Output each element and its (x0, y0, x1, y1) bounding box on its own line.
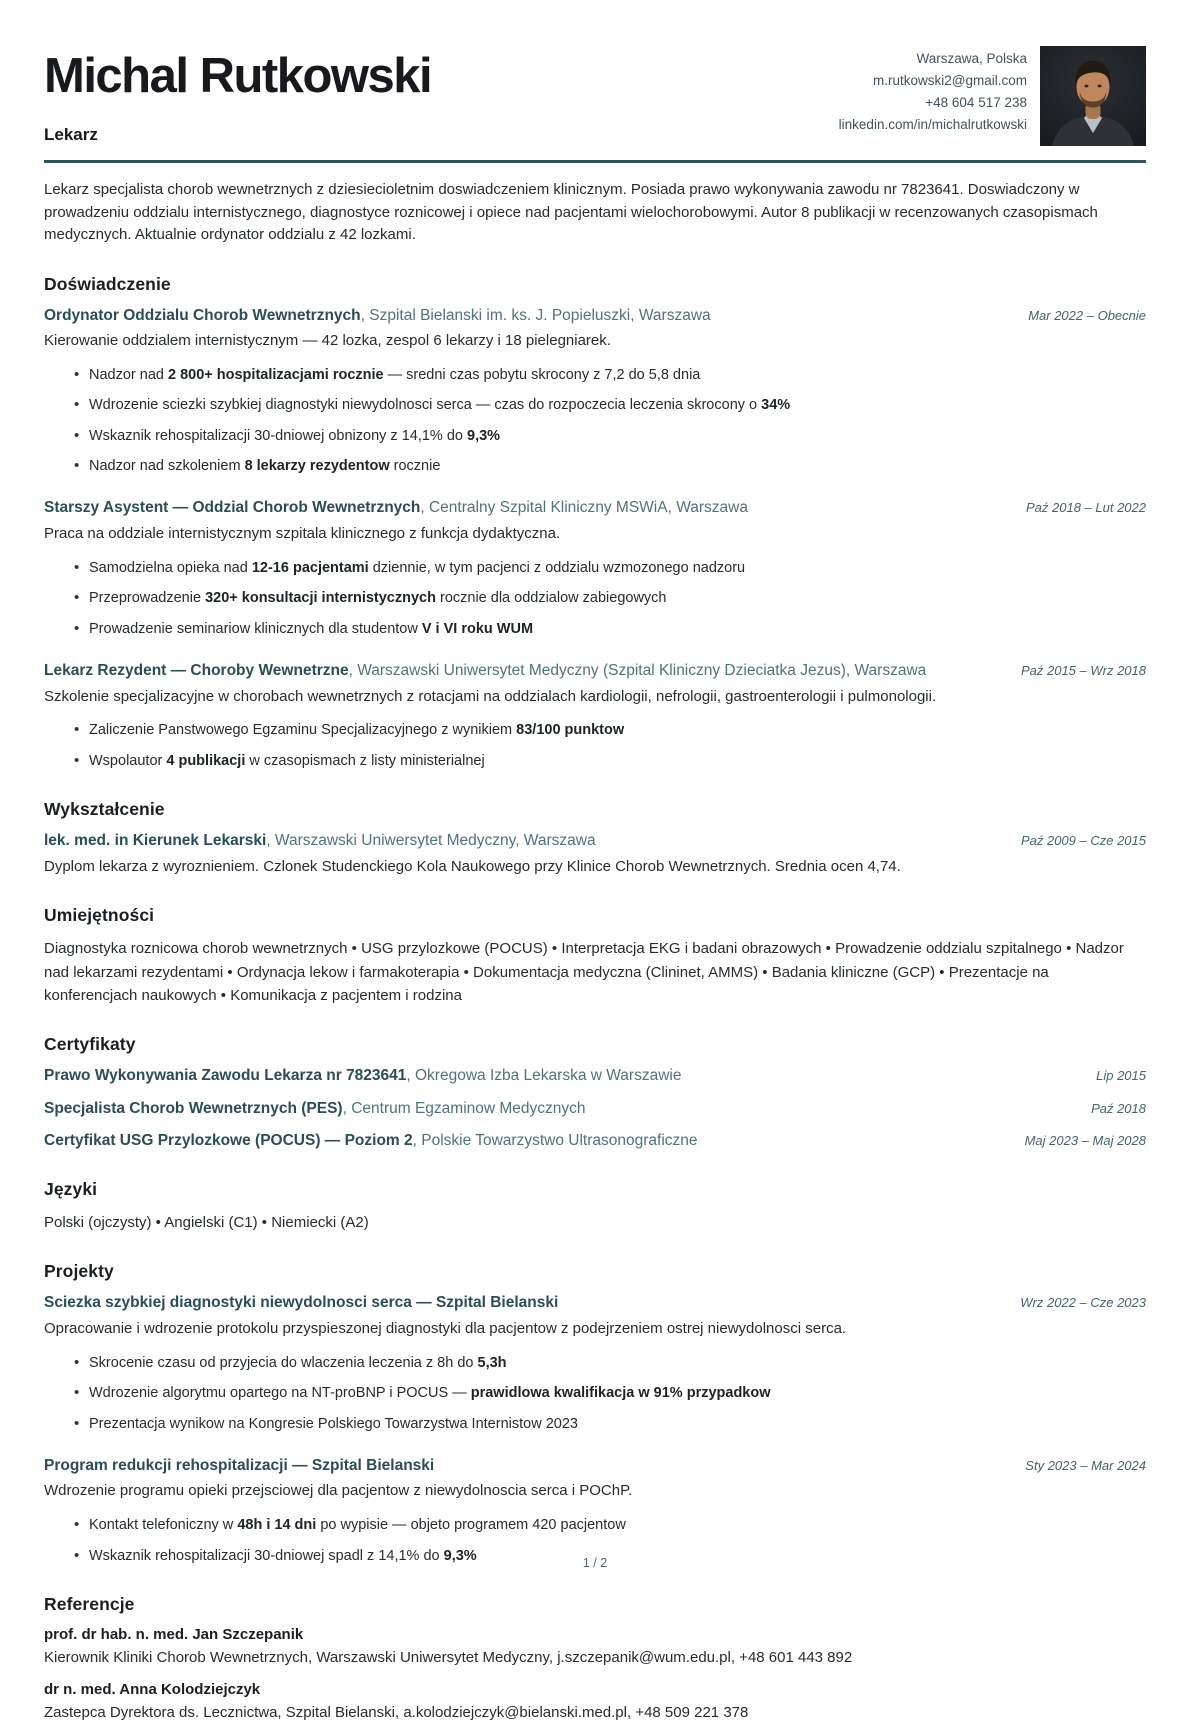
experience-entry (44, 498, 1146, 639)
bullet-strong: 9,3% (443, 1547, 477, 1564)
certificate-row (44, 1066, 1146, 1087)
profile-photo (1040, 46, 1146, 146)
page-number: 1 / 2 (582, 1556, 608, 1570)
header-identity (44, 38, 431, 145)
bullet-strong: 9,3% (467, 427, 501, 444)
certificate-row (44, 1131, 1146, 1152)
entry-head (44, 661, 1146, 682)
entry-title (44, 1293, 558, 1314)
entry-title-main: Program redukcji rehospitalizacji — Szpital Bielanski (44, 1456, 435, 1474)
entry-description: Dyplom lekarza z wyroznieniem. Czlonek Studenckiego Kola Naukowego przy Klinice Chorob Wewnetrznych. Srednia ocen 4,74. (44, 857, 901, 875)
entry-date: Paź 2009 – Cze 2015 (1020, 832, 1146, 848)
entry-date: Maj 2023 – Maj 2028 (1024, 1132, 1146, 1148)
bullet-text: Wskaznik rehospitalizacji 30-dniowej obnizony z 14,1% do (89, 427, 467, 444)
entry-description: Wdrozenie programu opieki przejsciowej dla pacjentow z niewydolnoscia serca i POChP. (44, 1482, 633, 1500)
entry-date: Paź 2015 – Wrz 2018 (1020, 662, 1146, 678)
languages-list: Polski (ojczysty) • Angielski (C1) • Niemiecki (A2) (44, 1213, 369, 1231)
bullet-item (74, 395, 1146, 416)
skills-list: Diagnostyka roznicowa chorob wewnetrznych • USG przylozkowe (POCUS) • Interpretacja EKG i badani obrazowych • Prowadzenie oddzialu szpitalnego • Nadzor nad lekarzami rezydentami • Ordynacja lekow i farmakoterapia • Dokumentacja medyczna (Clininet, AMMS) • Badania kliniczne (GCP) • Prezentacje na konferencjach naukowych • Komunikacja z pacjentem i rodzina (44, 940, 1124, 1004)
bullet-strong: 2 800+ hospitalizacjami rocznie (168, 366, 384, 383)
contact-location: Warszawa, Polska (916, 51, 1027, 66)
bullet-strong: 8 lekarzy rezydentow (244, 458, 390, 475)
bullet-list (44, 1353, 1146, 1435)
entry-org: , Okregowa Izba Lekarska w Warszawie (406, 1067, 682, 1085)
project-entry (44, 1456, 1146, 1567)
bullet-text: Prowadzenie seminariow klinicznych dla studentow (89, 620, 422, 637)
bullet-item (74, 619, 1146, 640)
bullet-item (74, 1414, 1146, 1435)
person-name: Michal Rutkowski (44, 49, 432, 103)
entry-title-main: Specjalista Chorob Wewnetrznych (PES) (44, 1099, 343, 1117)
bullet-text: rocznie dla oddzialow zabiegowych (435, 590, 667, 607)
section-heading-experience: Doświadczenie (44, 273, 171, 294)
bullet-text: Wdrozenie algorytmu opartego na NT-proBNP i POCUS — (89, 1385, 471, 1402)
bullet-text: Nadzor nad (89, 366, 168, 383)
header-divider (44, 160, 1146, 163)
entry-date: Sty 2023 – Mar 2024 (1025, 1457, 1146, 1473)
entry-title (44, 1099, 586, 1120)
bullet-strong: 5,3h (477, 1354, 507, 1371)
section-heading-references: Referencje (44, 1593, 135, 1614)
entry-head (44, 306, 1146, 327)
bullet-text: Wdrozenie sciezki szybkiej diagnostyki niewydolnosci serca — czas do rozpoczecia leczenia skrocony o (89, 397, 762, 414)
bullet-item (74, 1383, 1146, 1404)
entry-title (44, 1066, 681, 1087)
certificate-row (44, 1099, 1146, 1120)
bullet-strong: 12-16 pacjentami (251, 559, 369, 576)
bullet-item (74, 1353, 1146, 1374)
bullet-strong: 4 publikacji (166, 752, 246, 769)
bullet-strong: 48h i 14 dni (237, 1516, 317, 1533)
reference-entry (44, 1626, 1146, 1669)
entry-title-main: Sciezka szybkiej diagnostyki niewydolnosci serca — Szpital Bielanski (44, 1294, 559, 1312)
bullet-item (74, 588, 1146, 609)
entry-head (44, 1293, 1146, 1314)
entry-date: Paź 2018 – Lut 2022 (1026, 500, 1146, 516)
bullet-item (74, 365, 1146, 386)
bullet-text: Skrocenie czasu od przyjecia do wlaczenia leczenia z 8h do (89, 1354, 478, 1371)
summary-paragraph: Lekarz specjalista chorob wewnetrznych z dziesiecioletnim doswiadczeniem klinicznym. Posiada prawo wykonywania zawodu nr 7823641. Doswiadczony w prowadzeniu oddzialu internistycznego, diagnostyce roznicowej i opiece nad pacjentami wielochorobowymi. Autor 8 publikacji w recenzowanych czasopismach medycznych. Aktualnie ordynator oddzialu z 42 lozkami. (44, 181, 1098, 243)
bullet-text: rocznie (389, 458, 441, 475)
contact-email-link[interactable]: m.rutkowski2@gmail.com (873, 72, 1027, 88)
bullet-text: Zaliczenie Panstwowego Egzaminu Specjalizacyjnego z wynikiem (89, 722, 517, 739)
bullet-list (44, 558, 1146, 640)
entry-head (44, 1456, 1146, 1477)
entry-org: , Warszawski Uniwersytet Medyczny, Warszawa (266, 831, 596, 849)
project-entry (44, 1293, 1146, 1434)
entry-head (44, 498, 1146, 519)
entry-date: Mar 2022 – Obecnie (1028, 307, 1146, 323)
entry-title-main: lek. med. in Kierunek Lekarski (44, 831, 267, 849)
entry-title-main: Prawo Wykonywania Zawodu Lekarza nr 7823641 (44, 1067, 407, 1085)
header (44, 38, 1146, 146)
bullet-text: Wskaznik rehospitalizacji 30-dniowej spadl z 14,1% do (89, 1547, 444, 1564)
entry-title-main: Certyfikat USG Przylozkowe (POCUS) — Poziom 2 (44, 1131, 413, 1149)
bullet-text: Kontakt telefoniczny w (89, 1516, 238, 1533)
bullet-strong: V i VI roku WUM (421, 620, 534, 637)
experience-entry (44, 661, 1146, 772)
entry-head (44, 831, 1146, 852)
bullet-item (74, 426, 1146, 447)
entry-title (44, 661, 926, 682)
section-heading-skills: Umiejętności (44, 905, 155, 926)
entry-title-main: Starszy Asystent — Oddzial Chorob Wewnetrznych (44, 499, 421, 517)
entry-title (44, 498, 748, 519)
entry-description: Praca na oddziale internistycznym szpitala klinicznego z funkcja dydaktyczna. (44, 525, 561, 543)
entry-org: , Centrum Egzaminow Medycznych (342, 1099, 586, 1117)
bullet-item (74, 751, 1146, 772)
reference-detail: Zastepca Dyrektora ds. Lecznictwa, Szpital Bielanski, a.kolodziejczyk@bielanski.med.pl, +48 509 221 378 (44, 1704, 749, 1722)
entry-org: , Warszawski Uniwersytet Medyczny (Szpital Kliniczny Dzieciatka Jezus), Warszawa (348, 661, 927, 679)
bullet-strong: 83/100 punktow (516, 722, 625, 739)
bullet-list (44, 720, 1146, 772)
reference-detail: Kierownik Kliniki Chorob Wewnetrznych, Warszawski Uniwersytet Medyczny, j.szczepanik@wum.edu.pl, +48 601 443 892 (44, 1648, 853, 1666)
entry-title-main: Lekarz Rezydent — Choroby Wewnetrzne (44, 661, 349, 679)
reference-name: dr n. med. Anna Kolodziejczyk (44, 1681, 261, 1699)
bullet-text: Wspolautor (89, 752, 167, 769)
section-heading-education: Wykształcenie (44, 798, 165, 819)
person-role: Lekarz (44, 125, 98, 144)
entry-title (44, 1456, 434, 1477)
bullet-text: Nadzor nad szkoleniem (89, 458, 245, 475)
contact-linkedin-link[interactable]: linkedin.com/in/michalrutkowski (838, 116, 1027, 132)
contact-info (839, 46, 1027, 135)
bullet-text: Prezentacja wynikow na Kongresie Polskiego Towarzystwa Internistow 2023 (89, 1415, 578, 1432)
bullet-list (44, 365, 1146, 478)
bullet-item (74, 558, 1146, 579)
bullet-strong: 34% (761, 397, 791, 414)
section-heading-projects: Projekty (44, 1261, 114, 1282)
entry-date: Paź 2018 (1091, 1100, 1146, 1116)
bullet-item (74, 1515, 1146, 1536)
entry-date: Wrz 2022 – Cze 2023 (1020, 1295, 1146, 1311)
bullet-text: dziennie, w tym pacjenci z oddzialu wzmozonego nadzoru (368, 559, 746, 576)
entry-org: , Szpital Bielanski im. ks. J. Popieluszki, Warszawa (360, 306, 711, 324)
entry-org: , Polskie Towarzystwo Ultrasonograficzne (412, 1131, 698, 1149)
bullet-text: Przeprowadzenie (89, 590, 206, 607)
header-contact-block (839, 46, 1146, 146)
entry-description: Opracowanie i wdrozenie protokolu przyspieszonej diagnostyki dla pacjentow z podejrzeniem ostrej niewydolnosci serca. (44, 1320, 847, 1338)
reference-entry (44, 1681, 1146, 1724)
bullet-item (74, 720, 1146, 741)
entry-date: Lip 2015 (1096, 1068, 1146, 1084)
entry-title (44, 831, 596, 852)
bullet-item (74, 456, 1146, 477)
entry-description: Szkolenie specjalizacyjne w chorobach wewnetrznych z rotacjami na oddzialach kardiologii, nefrologii, gastroenterologii i pulmonologii. (44, 687, 937, 705)
section-heading-certificates: Certyfikaty (44, 1034, 136, 1055)
experience-entry (44, 306, 1146, 478)
section-heading-languages: Języki (44, 1178, 98, 1199)
entry-title (44, 306, 711, 327)
bullet-text: w czasopismach z listy ministerialnej (245, 752, 485, 769)
bullet-text: — sredni czas pobytu skrocony z 7,2 do 5,8 dnia (383, 366, 701, 383)
reference-name: prof. dr hab. n. med. Jan Szczepanik (44, 1625, 304, 1643)
bullet-strong: prawidlowa kwalifikacja w 91% przypadkow (470, 1385, 771, 1402)
entry-title-main: Ordynator Oddzialu Chorob Wewnetrznych (44, 306, 361, 324)
entry-title (44, 1131, 698, 1152)
entry-org: , Centralny Szpital Kliniczny MSWiA, Warszawa (420, 499, 748, 517)
entry-description: Kierowanie oddzialem internistycznym — 42 lozka, zespol 6 lekarzy i 18 pielegniarek. (44, 332, 611, 350)
bullet-text: Samodzielna opieka nad (89, 559, 252, 576)
bullet-text: po wypisie — objeto programem 420 pacjentow (316, 1516, 626, 1533)
bullet-strong: 320+ konsultacji internistycznych (205, 590, 436, 607)
contact-phone: +48 604 517 238 (925, 94, 1027, 110)
education-entry (44, 831, 1146, 878)
